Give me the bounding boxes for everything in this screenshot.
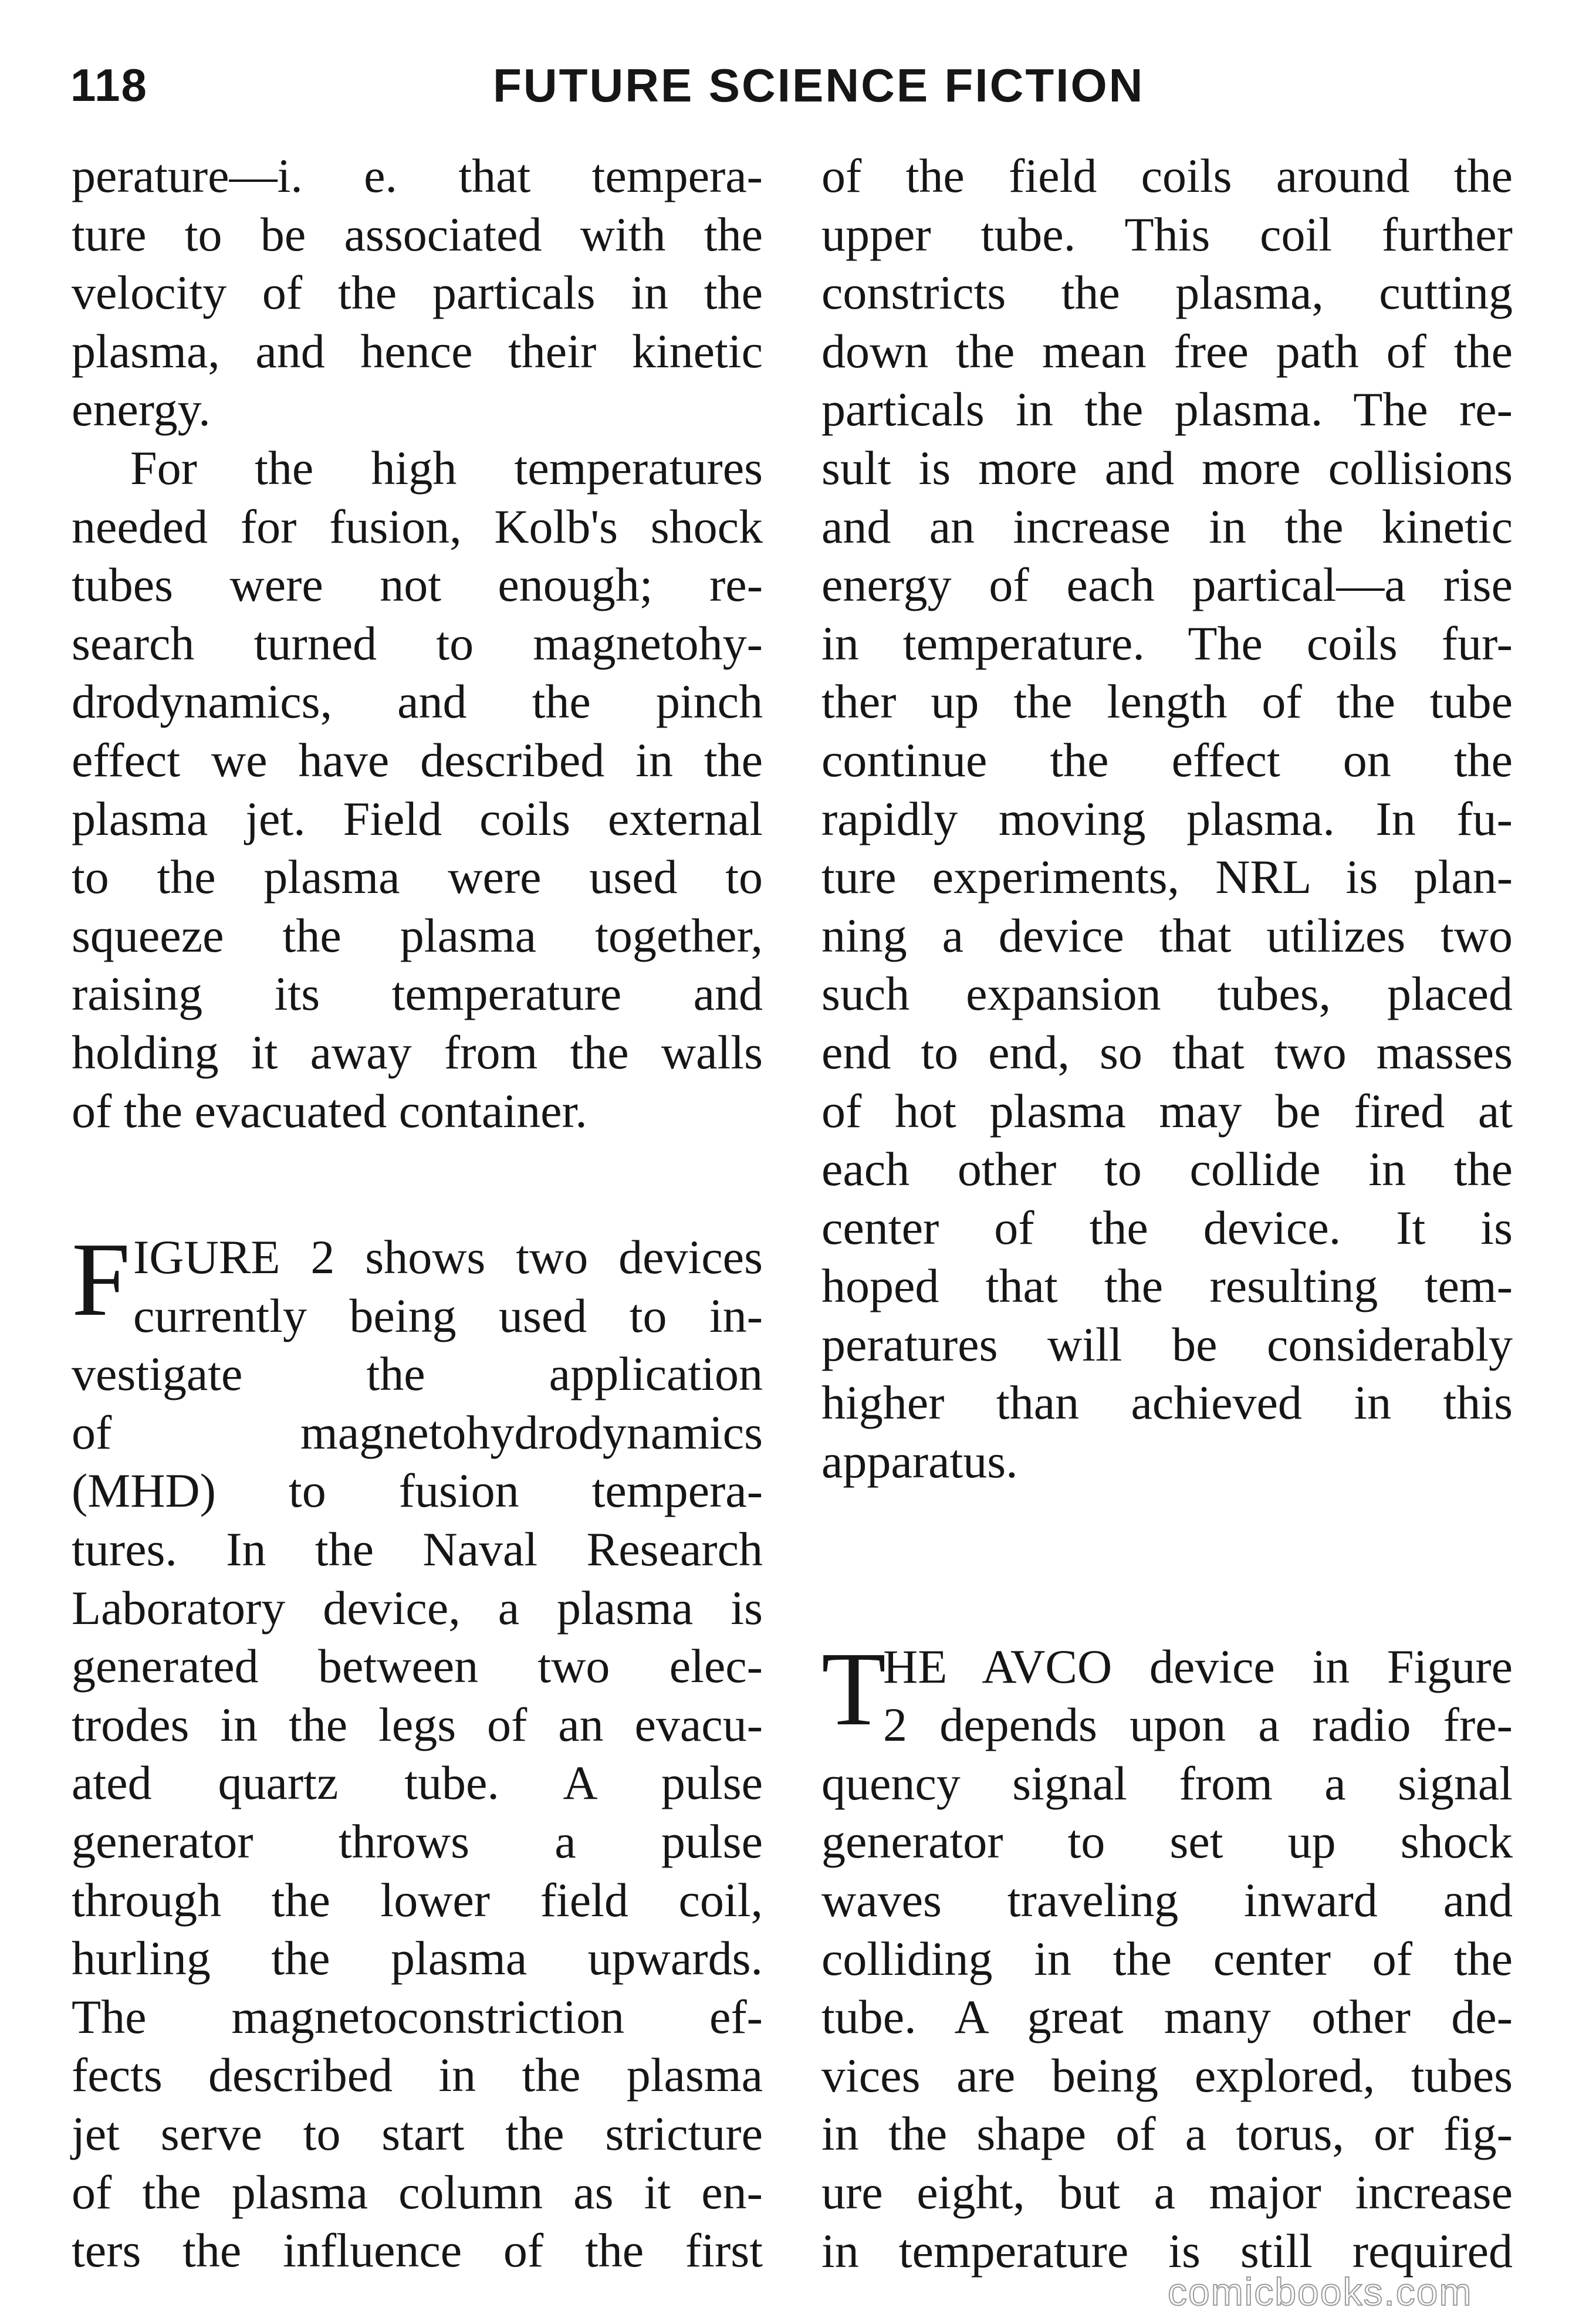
text-line: peratures will be considerably <box>821 1317 1513 1371</box>
text-line: holding it away from the walls <box>72 1025 763 1079</box>
text-line: particals in the plasma. The re- <box>821 383 1513 437</box>
text-line: of the plasma column as it en- <box>72 2165 763 2219</box>
text-line: ters the influence of the first <box>72 2224 763 2278</box>
text-line: down the mean free path of the <box>821 324 1513 378</box>
section-gap <box>72 1140 763 1228</box>
paragraph <box>72 147 763 439</box>
text-line: constricts the plasma, cutting <box>821 266 1513 320</box>
text-line: Laboratory device, a plasma is <box>72 1581 763 1635</box>
text-line: upper tube. This coil further <box>821 207 1513 261</box>
left-column <box>72 147 763 2280</box>
text-line: hurling the plasma upwards. <box>72 1931 763 1985</box>
text-line: end to end, so that two masses <box>821 1025 1513 1079</box>
text-line: hoped that the resulting tem- <box>821 1259 1513 1313</box>
text-line: ated quartz tube. A pulse <box>72 1756 763 1810</box>
page-number: 118 <box>70 59 148 111</box>
text-line: drodynamics, and the pinch <box>72 675 763 729</box>
text-line: plasma, and hence their kinetic <box>72 324 763 378</box>
text-line: of the field coils around the <box>821 149 1513 202</box>
text-line: ture to be associated with the <box>72 207 763 261</box>
drop-cap: F <box>72 1221 131 1338</box>
text-line: rapidly moving plasma. In fu- <box>821 791 1513 845</box>
text-line: and an increase in the kinetic <box>821 499 1513 553</box>
text-line: generated between two elec- <box>72 1639 763 1693</box>
text-line: fects described in the plasma <box>72 2048 763 2102</box>
text-line: each other to collide in the <box>821 1142 1513 1196</box>
text-line: of the evacuated container. <box>72 1084 587 1138</box>
text-line: waves traveling inward and <box>821 1873 1513 1927</box>
text-line: to the plasma were used to <box>72 850 763 904</box>
text-line: generator throws a pulse <box>72 1815 763 1869</box>
text-line: energy of each partical—a rise <box>821 558 1513 612</box>
text-line: energy. <box>72 383 211 437</box>
text-line: ning a device that utilizes two <box>821 908 1513 962</box>
watermark: comicbooks.com <box>1168 2270 1473 2313</box>
text-line: colliding in the center of the <box>821 1931 1513 1985</box>
text-line: tures. In the Naval Research <box>72 1522 763 1576</box>
paragraph <box>72 439 763 1140</box>
text-line: velocity of the particals in the <box>72 266 763 320</box>
text-line: squeeze the plasma together, <box>72 908 763 962</box>
text-line: needed for fusion, Kolb's shock <box>72 499 763 553</box>
text-line: sult is more and more collisions <box>821 441 1513 495</box>
text-line: center of the device. It is <box>821 1200 1513 1254</box>
text-line: tube. A great many other de- <box>821 1990 1513 2044</box>
text-line: ure eight, but a major increase <box>821 2166 1513 2219</box>
text-line: The magnetoconstriction ef- <box>72 1990 763 2043</box>
text-line: vices are being explored, tubes <box>821 2048 1513 2102</box>
text-line: ther up the length of the tube <box>821 675 1513 729</box>
section-gap <box>821 1491 1513 1637</box>
right-column <box>821 147 1513 2280</box>
drop-cap: T <box>821 1630 886 1747</box>
text-line: trodes in the legs of an evacu- <box>72 1697 763 1751</box>
running-title: FUTURE SCIENCE FICTION <box>493 59 1145 111</box>
text-line: ture experiments, NRL is plan- <box>821 850 1513 904</box>
text-line: higher than achieved in this <box>821 1376 1513 1430</box>
text-line: of hot plasma may be fired at <box>821 1084 1513 1138</box>
text-line: perature—i. e. that tempera- <box>72 149 763 202</box>
text-line: generator to set up shock <box>821 1815 1513 1869</box>
paragraph <box>821 147 1513 1491</box>
paragraph-with-drop-cap <box>821 1630 1513 2281</box>
text-line: in the shape of a torus, or fig- <box>821 2107 1513 2161</box>
text-line: (MHD) to fusion tempera- <box>72 1464 763 1518</box>
text-line: vestigate the application <box>72 1347 763 1401</box>
text-line: currently being used to in- <box>133 1288 763 1342</box>
text-line: For the high temperatures <box>130 441 763 495</box>
text-line: HE AVCO device in Figure <box>883 1639 1513 1693</box>
text-line: tubes were not enough; re- <box>72 558 763 612</box>
text-line: apparatus. <box>821 1434 1018 1488</box>
text-line: raising its temperature and <box>72 967 763 1021</box>
text-line: plasma jet. Field coils external <box>72 791 763 845</box>
text-line: quency signal from a signal <box>821 1756 1513 1810</box>
text-line: such expansion tubes, placed <box>821 967 1513 1021</box>
text-line: continue the effect on the <box>821 733 1513 787</box>
text-line: in temperature is still required <box>821 2224 1513 2278</box>
text-line: through the lower field coil, <box>72 1873 763 1927</box>
text-line: jet serve to start the stricture <box>72 2107 763 2160</box>
text-line: search turned to magnetohy- <box>72 616 763 670</box>
paragraph-with-drop-cap <box>72 1221 763 2280</box>
page-header <box>70 59 1526 129</box>
text-line: effect we have described in the <box>72 733 763 787</box>
text-line: of magnetohydrodynamics <box>72 1405 763 1459</box>
text-line: in temperature. The coils fur- <box>821 616 1513 670</box>
text-line: IGURE 2 shows two devices <box>133 1230 763 1284</box>
text-line: 2 depends upon a radio fre- <box>883 1698 1513 1752</box>
